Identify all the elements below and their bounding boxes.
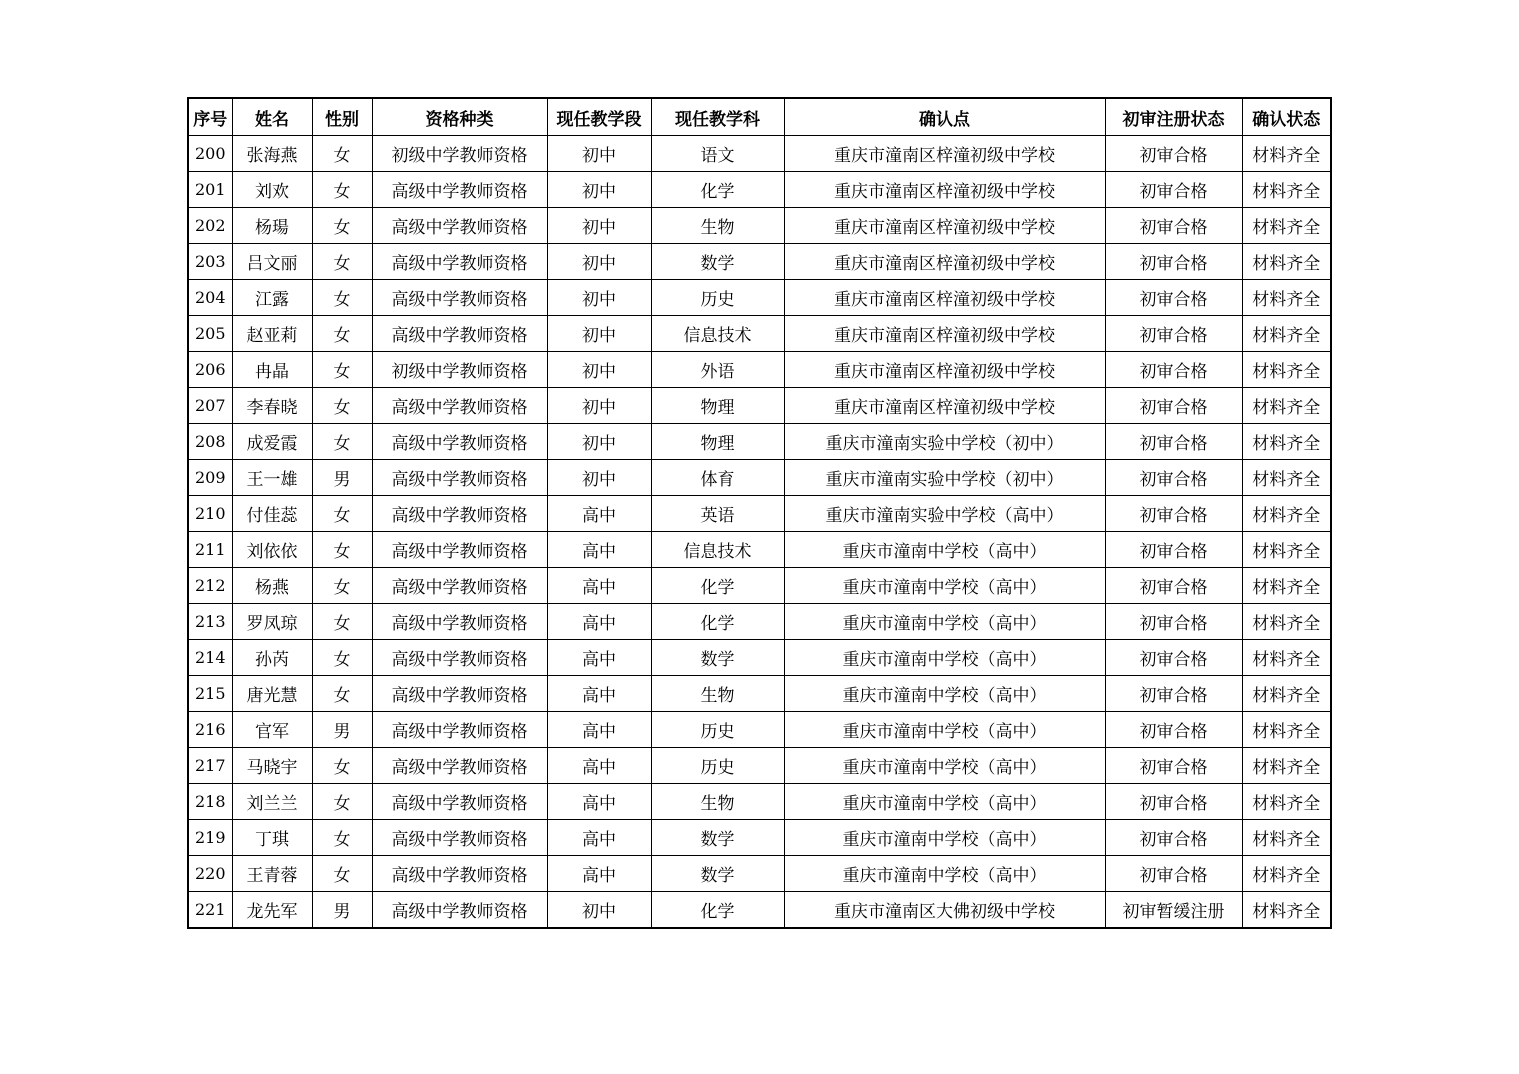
serial-cell: 219: [188, 820, 232, 856]
table-row: [188, 208, 1331, 244]
gender-cell: 女: [312, 640, 372, 676]
serial-cell: 210: [188, 496, 232, 532]
confirmation-site-cell: 重庆市潼南区梓潼初级中学校: [784, 136, 1105, 172]
table-row: [188, 460, 1331, 496]
qualification-cell: 高级中学教师资格: [372, 568, 547, 604]
table-row: [188, 748, 1331, 784]
confirmation-site-cell: 重庆市潼南区梓潼初级中学校: [784, 388, 1105, 424]
serial-cell: 202: [188, 208, 232, 244]
header-cell: 性别: [312, 98, 372, 136]
name-cell: 杨瑒: [232, 208, 312, 244]
qualification-cell: 高级中学教师资格: [372, 604, 547, 640]
name-cell: 罗凤琼: [232, 604, 312, 640]
table-row: [188, 424, 1331, 460]
gender-cell: 女: [312, 676, 372, 712]
qualification-cell: 高级中学教师资格: [372, 388, 547, 424]
serial-cell: 203: [188, 244, 232, 280]
review-status-cell: 初审合格: [1105, 208, 1242, 244]
gender-cell: 女: [312, 820, 372, 856]
confirmation-status-cell: 材料齐全: [1242, 676, 1331, 712]
gender-cell: 女: [312, 316, 372, 352]
gender-cell: 女: [312, 496, 372, 532]
teaching-level-cell: 高中: [547, 676, 651, 712]
header-cell: 序号: [188, 98, 232, 136]
name-cell: 杨燕: [232, 568, 312, 604]
serial-cell: 220: [188, 856, 232, 892]
name-cell: 官军: [232, 712, 312, 748]
name-cell: 马晓宇: [232, 748, 312, 784]
subject-cell: 历史: [651, 712, 784, 748]
subject-cell: 生物: [651, 208, 784, 244]
teaching-level-cell: 高中: [547, 640, 651, 676]
review-status-cell: 初审暂缓注册: [1105, 892, 1242, 929]
header-cell: 初审注册状态: [1105, 98, 1242, 136]
gender-cell: 女: [312, 532, 372, 568]
qualification-cell: 高级中学教师资格: [372, 856, 547, 892]
table-header-row: [188, 98, 1331, 136]
confirmation-site-cell: 重庆市潼南中学校（高中）: [784, 532, 1105, 568]
teaching-level-cell: 高中: [547, 532, 651, 568]
teaching-level-cell: 初中: [547, 244, 651, 280]
subject-cell: 化学: [651, 172, 784, 208]
qualification-cell: 高级中学教师资格: [372, 172, 547, 208]
name-cell: 唐光慧: [232, 676, 312, 712]
table-row: [188, 676, 1331, 712]
confirmation-site-cell: 重庆市潼南中学校（高中）: [784, 820, 1105, 856]
qualification-cell: 高级中学教师资格: [372, 496, 547, 532]
confirmation-status-cell: 材料齐全: [1242, 892, 1331, 929]
name-cell: 李春晓: [232, 388, 312, 424]
gender-cell: 女: [312, 856, 372, 892]
name-cell: 江露: [232, 280, 312, 316]
review-status-cell: 初审合格: [1105, 676, 1242, 712]
subject-cell: 化学: [651, 568, 784, 604]
name-cell: 刘欢: [232, 172, 312, 208]
serial-cell: 213: [188, 604, 232, 640]
subject-cell: 体育: [651, 460, 784, 496]
gender-cell: 男: [312, 460, 372, 496]
gender-cell: 女: [312, 244, 372, 280]
header-cell: 姓名: [232, 98, 312, 136]
gender-cell: 男: [312, 892, 372, 929]
serial-cell: 209: [188, 460, 232, 496]
teaching-level-cell: 高中: [547, 604, 651, 640]
confirmation-site-cell: 重庆市潼南区梓潼初级中学校: [784, 208, 1105, 244]
confirmation-status-cell: 材料齐全: [1242, 640, 1331, 676]
qualification-cell: 初级中学教师资格: [372, 352, 547, 388]
review-status-cell: 初审合格: [1105, 136, 1242, 172]
confirmation-status-cell: 材料齐全: [1242, 172, 1331, 208]
name-cell: 冉晶: [232, 352, 312, 388]
qualification-cell: 高级中学教师资格: [372, 676, 547, 712]
table-row: [188, 856, 1331, 892]
table-row: [188, 352, 1331, 388]
teaching-level-cell: 高中: [547, 784, 651, 820]
review-status-cell: 初审合格: [1105, 496, 1242, 532]
gender-cell: 女: [312, 280, 372, 316]
review-status-cell: 初审合格: [1105, 820, 1242, 856]
review-status-cell: 初审合格: [1105, 172, 1242, 208]
confirmation-site-cell: 重庆市潼南实验中学校（初中）: [784, 424, 1105, 460]
confirmation-site-cell: 重庆市潼南中学校（高中）: [784, 604, 1105, 640]
table-row: [188, 136, 1331, 172]
review-status-cell: 初审合格: [1105, 532, 1242, 568]
teaching-level-cell: 初中: [547, 208, 651, 244]
serial-cell: 206: [188, 352, 232, 388]
serial-cell: 201: [188, 172, 232, 208]
qualification-cell: 初级中学教师资格: [372, 136, 547, 172]
gender-cell: 女: [312, 352, 372, 388]
review-status-cell: 初审合格: [1105, 784, 1242, 820]
confirmation-site-cell: 重庆市潼南实验中学校（高中）: [784, 496, 1105, 532]
serial-cell: 208: [188, 424, 232, 460]
name-cell: 刘依依: [232, 532, 312, 568]
qualification-cell: 高级中学教师资格: [372, 784, 547, 820]
review-status-cell: 初审合格: [1105, 244, 1242, 280]
confirmation-site-cell: 重庆市潼南区梓潼初级中学校: [784, 172, 1105, 208]
teaching-level-cell: 初中: [547, 352, 651, 388]
teaching-level-cell: 初中: [547, 172, 651, 208]
subject-cell: 历史: [651, 280, 784, 316]
gender-cell: 女: [312, 388, 372, 424]
name-cell: 王青蓉: [232, 856, 312, 892]
review-status-cell: 初审合格: [1105, 460, 1242, 496]
confirmation-status-cell: 材料齐全: [1242, 712, 1331, 748]
confirmation-site-cell: 重庆市潼南中学校（高中）: [784, 712, 1105, 748]
teaching-level-cell: 高中: [547, 856, 651, 892]
confirmation-site-cell: 重庆市潼南区大佛初级中学校: [784, 892, 1105, 929]
confirmation-status-cell: 材料齐全: [1242, 748, 1331, 784]
subject-cell: 信息技术: [651, 532, 784, 568]
table-row: [188, 280, 1331, 316]
serial-cell: 211: [188, 532, 232, 568]
serial-cell: 215: [188, 676, 232, 712]
subject-cell: 数学: [651, 640, 784, 676]
confirmation-status-cell: 材料齐全: [1242, 856, 1331, 892]
qualification-cell: 高级中学教师资格: [372, 316, 547, 352]
name-cell: 刘兰兰: [232, 784, 312, 820]
confirmation-status-cell: 材料齐全: [1242, 208, 1331, 244]
subject-cell: 化学: [651, 604, 784, 640]
qualification-cell: 高级中学教师资格: [372, 820, 547, 856]
confirmation-status-cell: 材料齐全: [1242, 460, 1331, 496]
serial-cell: 204: [188, 280, 232, 316]
confirmation-status-cell: 材料齐全: [1242, 316, 1331, 352]
subject-cell: 数学: [651, 244, 784, 280]
confirmation-site-cell: 重庆市潼南中学校（高中）: [784, 568, 1105, 604]
confirmation-status-cell: 材料齐全: [1242, 532, 1331, 568]
gender-cell: 男: [312, 712, 372, 748]
confirmation-site-cell: 重庆市潼南实验中学校（初中）: [784, 460, 1105, 496]
confirmation-site-cell: 重庆市潼南区梓潼初级中学校: [784, 316, 1105, 352]
teaching-level-cell: 初中: [547, 280, 651, 316]
name-cell: 吕文丽: [232, 244, 312, 280]
table-row: [188, 244, 1331, 280]
name-cell: 丁琪: [232, 820, 312, 856]
serial-cell: 212: [188, 568, 232, 604]
confirmation-status-cell: 材料齐全: [1242, 424, 1331, 460]
name-cell: 付佳蕊: [232, 496, 312, 532]
table-row: [188, 604, 1331, 640]
confirmation-site-cell: 重庆市潼南中学校（高中）: [784, 640, 1105, 676]
review-status-cell: 初审合格: [1105, 568, 1242, 604]
confirmation-site-cell: 重庆市潼南区梓潼初级中学校: [784, 280, 1105, 316]
table-row: [188, 388, 1331, 424]
teaching-level-cell: 初中: [547, 136, 651, 172]
subject-cell: 英语: [651, 496, 784, 532]
table-row: [188, 640, 1331, 676]
name-cell: 成爱霞: [232, 424, 312, 460]
header-cell: 确认点: [784, 98, 1105, 136]
header-cell: 确认状态: [1242, 98, 1331, 136]
subject-cell: 数学: [651, 856, 784, 892]
serial-cell: 214: [188, 640, 232, 676]
table-row: [188, 784, 1331, 820]
confirmation-status-cell: 材料齐全: [1242, 280, 1331, 316]
confirmation-site-cell: 重庆市潼南中学校（高中）: [784, 676, 1105, 712]
teaching-level-cell: 高中: [547, 820, 651, 856]
gender-cell: 女: [312, 208, 372, 244]
confirmation-site-cell: 重庆市潼南中学校（高中）: [784, 748, 1105, 784]
review-status-cell: 初审合格: [1105, 352, 1242, 388]
header-cell: 资格种类: [372, 98, 547, 136]
serial-cell: 216: [188, 712, 232, 748]
subject-cell: 化学: [651, 892, 784, 929]
review-status-cell: 初审合格: [1105, 712, 1242, 748]
serial-cell: 207: [188, 388, 232, 424]
subject-cell: 物理: [651, 424, 784, 460]
serial-cell: 205: [188, 316, 232, 352]
name-cell: 王一雄: [232, 460, 312, 496]
qualification-cell: 高级中学教师资格: [372, 208, 547, 244]
confirmation-site-cell: 重庆市潼南区梓潼初级中学校: [784, 352, 1105, 388]
qualification-cell: 高级中学教师资格: [372, 712, 547, 748]
subject-cell: 语文: [651, 136, 784, 172]
name-cell: 张海燕: [232, 136, 312, 172]
table-row: [188, 712, 1331, 748]
table-body: [188, 136, 1331, 929]
qualification-cell: 高级中学教师资格: [372, 748, 547, 784]
table-row: [188, 532, 1331, 568]
confirmation-status-cell: 材料齐全: [1242, 136, 1331, 172]
subject-cell: 物理: [651, 388, 784, 424]
review-status-cell: 初审合格: [1105, 388, 1242, 424]
confirmation-status-cell: 材料齐全: [1242, 496, 1331, 532]
review-status-cell: 初审合格: [1105, 424, 1242, 460]
teaching-level-cell: 初中: [547, 892, 651, 929]
header-cell: 现任教学段: [547, 98, 651, 136]
confirmation-status-cell: 材料齐全: [1242, 820, 1331, 856]
subject-cell: 数学: [651, 820, 784, 856]
name-cell: 赵亚莉: [232, 316, 312, 352]
review-status-cell: 初审合格: [1105, 604, 1242, 640]
review-status-cell: 初审合格: [1105, 856, 1242, 892]
qualification-cell: 高级中学教师资格: [372, 460, 547, 496]
serial-cell: 217: [188, 748, 232, 784]
teaching-level-cell: 初中: [547, 424, 651, 460]
confirmation-site-cell: 重庆市潼南中学校（高中）: [784, 784, 1105, 820]
table-row: [188, 568, 1331, 604]
qualification-cell: 高级中学教师资格: [372, 280, 547, 316]
qualification-cell: 高级中学教师资格: [372, 532, 547, 568]
confirmation-status-cell: 材料齐全: [1242, 604, 1331, 640]
qualification-cell: 高级中学教师资格: [372, 244, 547, 280]
confirmation-status-cell: 材料齐全: [1242, 784, 1331, 820]
review-status-cell: 初审合格: [1105, 280, 1242, 316]
gender-cell: 女: [312, 604, 372, 640]
subject-cell: 历史: [651, 748, 784, 784]
table-row: [188, 892, 1331, 929]
qualification-cell: 高级中学教师资格: [372, 892, 547, 929]
subject-cell: 外语: [651, 352, 784, 388]
review-status-cell: 初审合格: [1105, 748, 1242, 784]
qualification-cell: 高级中学教师资格: [372, 640, 547, 676]
header-cell: 现任教学科: [651, 98, 784, 136]
table-row: [188, 172, 1331, 208]
gender-cell: 女: [312, 568, 372, 604]
teaching-level-cell: 高中: [547, 568, 651, 604]
review-status-cell: 初审合格: [1105, 316, 1242, 352]
table-row: [188, 820, 1331, 856]
teaching-level-cell: 初中: [547, 388, 651, 424]
name-cell: 孙芮: [232, 640, 312, 676]
gender-cell: 女: [312, 748, 372, 784]
teaching-level-cell: 高中: [547, 496, 651, 532]
subject-cell: 生物: [651, 676, 784, 712]
gender-cell: 女: [312, 136, 372, 172]
qualification-cell: 高级中学教师资格: [372, 424, 547, 460]
subject-cell: 生物: [651, 784, 784, 820]
confirmation-site-cell: 重庆市潼南中学校（高中）: [784, 856, 1105, 892]
name-cell: 龙先军: [232, 892, 312, 929]
serial-cell: 221: [188, 892, 232, 929]
confirmation-status-cell: 材料齐全: [1242, 244, 1331, 280]
serial-cell: 200: [188, 136, 232, 172]
gender-cell: 女: [312, 172, 372, 208]
teaching-level-cell: 高中: [547, 712, 651, 748]
serial-cell: 218: [188, 784, 232, 820]
subject-cell: 信息技术: [651, 316, 784, 352]
review-status-cell: 初审合格: [1105, 640, 1242, 676]
confirmation-status-cell: 材料齐全: [1242, 568, 1331, 604]
teaching-level-cell: 高中: [547, 748, 651, 784]
table-row: [188, 496, 1331, 532]
confirmation-status-cell: 材料齐全: [1242, 388, 1331, 424]
gender-cell: 女: [312, 784, 372, 820]
table-row: [188, 316, 1331, 352]
teaching-level-cell: 初中: [547, 460, 651, 496]
teaching-level-cell: 初中: [547, 316, 651, 352]
confirmation-site-cell: 重庆市潼南区梓潼初级中学校: [784, 244, 1105, 280]
teacher-registration-table: [187, 97, 1332, 929]
gender-cell: 女: [312, 424, 372, 460]
confirmation-status-cell: 材料齐全: [1242, 352, 1331, 388]
